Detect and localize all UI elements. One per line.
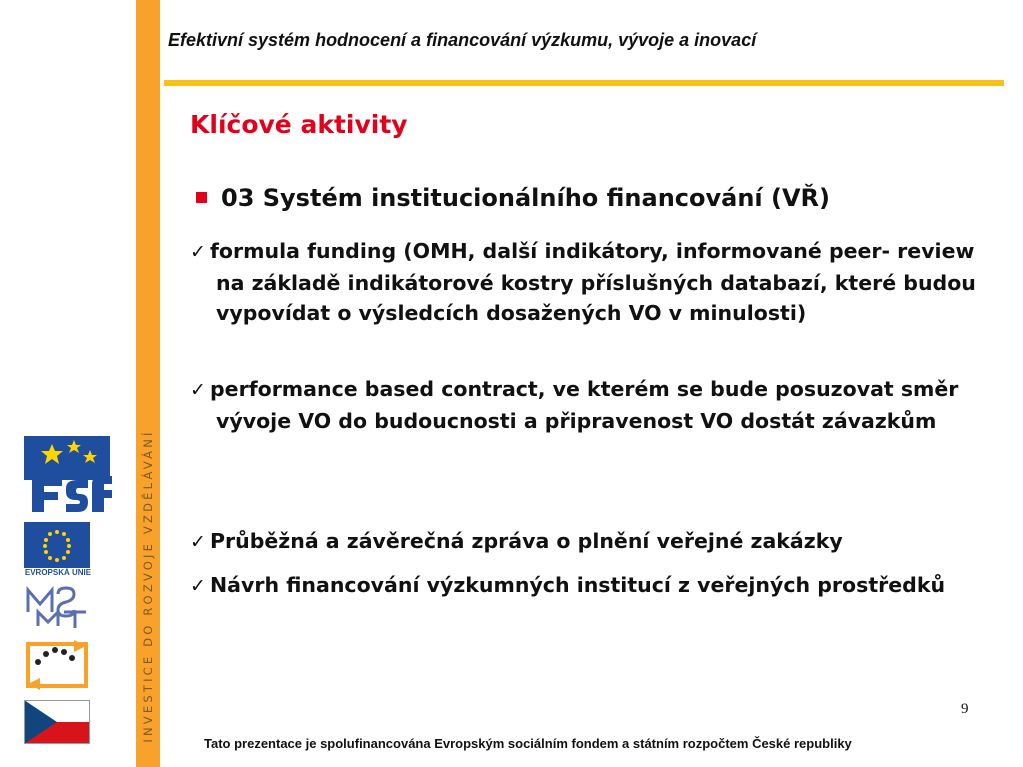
presentation-header-title: Efektivní systém hodnocení a financování výzkumu, vývoje a inovací	[168, 30, 757, 50]
bullet-item-report	[190, 526, 1006, 558]
bullet-item-text: performance based contract, ve kterém se bude posuzovat směr vývoje VO do budoucnosti a připravenost VO dostát závazkům	[210, 377, 959, 433]
bullet-item-text: Návrh financování výzkumných institucí z veřejných prostředků	[210, 573, 946, 597]
header-divider	[164, 80, 1004, 86]
bullet-item-performance-contract	[190, 374, 1006, 436]
czech-flag-logo	[24, 700, 90, 744]
checkmark-icon: ✓	[190, 241, 206, 263]
slide-title: Klíčové aktivity	[190, 110, 408, 139]
section-heading-text: 03 Systém institucionálního financování (VŘ)	[221, 184, 830, 212]
checkmark-icon: ✓	[190, 575, 206, 597]
msmt-logo	[24, 582, 90, 628]
bullet-item-institution-funding	[190, 570, 1006, 602]
bullet-item-formula-funding	[190, 236, 1006, 329]
eu-logo-label: EVROPSKÁ UNIE	[24, 568, 92, 577]
bullet-item-text: formula funding (OMH, další indikátory, informované peer- review na základě indikátorové kostry příslušných databazí, které budou vypovídat o výsledcích dosažených VO v minulosti)	[210, 239, 976, 325]
eu-flag-logo	[24, 522, 90, 568]
bullet-item-text: Průběžná a závěrečná zpráva o plnění veřejné zakázky	[210, 529, 843, 553]
program-logo	[24, 640, 90, 690]
checkmark-icon: ✓	[190, 379, 206, 401]
page-number: 9	[961, 701, 969, 717]
section-heading	[196, 184, 830, 212]
footer-cofinancing-note: Tato prezentace je spolufinancována Evropským sociálním fondem a státním rozpočtem České republiky	[204, 736, 852, 751]
red-square-bullet-icon	[196, 192, 207, 203]
checkmark-icon: ✓	[190, 531, 206, 553]
vertical-slogan: INVESTICE DO ROZVOJE VZDĚLÁVÁNÍ	[141, 429, 155, 743]
esf-logo	[22, 436, 114, 516]
